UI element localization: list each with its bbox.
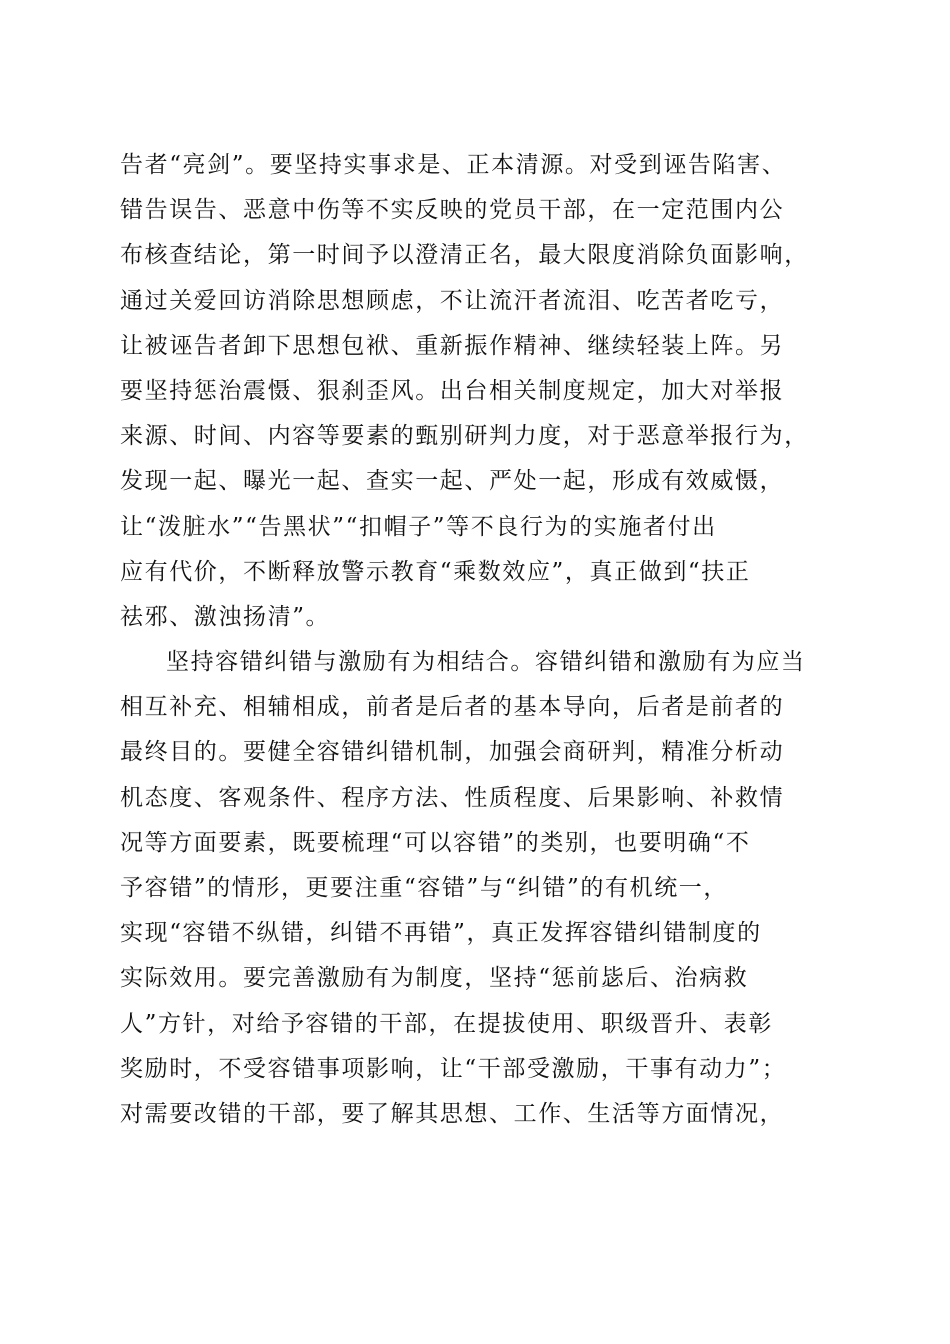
text-line: 错告误告、恶意中伤等不实反映的党员干部，在一定范围内公 <box>120 197 785 224</box>
text-line: 最终目的。要健全容错纠错机制，加强会商研判，精准分析动 <box>120 739 785 766</box>
body-text <box>120 143 840 1137</box>
text-line: 予容错”的情形，更要注重“容错”与“纠错”的有机统一， <box>120 875 728 901</box>
text-line: 人”方针，对给予容错的干部，在提拔使用、职级晋升、表彰 <box>120 1010 773 1037</box>
text-line: 发现一起、曝光一起、查实一起、严处一起，形成有效威慑， <box>120 468 785 495</box>
text-line: 奖励时，不受容错事项影响，让“干部受激励，干事有动力”； <box>120 1055 787 1082</box>
text-line: 况等方面要素，既要梳理“可以容错”的类别，也要明确“不 <box>120 829 751 856</box>
text-line: 来源、时间、内容等要素的甄别研判力度，对于恶意举报行为， <box>120 423 809 450</box>
text-line: 告者“亮剑”。要坚持实事求是、正本清源。对受到诬告陷害、 <box>120 152 787 178</box>
text-line: 通过关爱回访消除思想顾虑，不让流汗者流泪、吃苦者吃亏， <box>120 287 785 314</box>
paragraph-first-line: 坚持容错纠错与激励有为相结合。容错纠错和激励有为应当 <box>166 649 806 676</box>
text-line: 实际效用。要完善激励有为制度，坚持“惩前毖后、治病救 <box>120 965 749 992</box>
text-line: 应有代价，不断释放警示教育“乘数效应”，真正做到“扶正 <box>120 558 751 585</box>
text-line: 布核查结论，第一时间予以澄清正名，最大限度消除负面影响， <box>120 242 809 269</box>
text-line: 相互补充、相辅相成，前者是后者的基本导向，后者是前者的 <box>120 694 785 721</box>
text-line: 要坚持惩治震慑、狠刹歪风。出台相关制度规定，加大对举报 <box>120 377 785 404</box>
text-line: 机态度、客观条件、程序方法、性质程度、后果影响、补救情 <box>120 784 785 811</box>
text-line: 祛邪、激浊扬清”。 <box>120 603 331 630</box>
text-line: 对需要改错的干部，要了解其思想、工作、生活等方面情况， <box>120 1100 785 1127</box>
text-line: 让被诬告者卸下思想包袱、重新振作精神、继续轻装上阵。另 <box>120 332 785 359</box>
text-line: 让“泼脏水”“告黑状”“扣帽子”等不良行为的实施者付出 <box>120 513 717 540</box>
text-line: 实现“容错不纵错，纠错不再错”，真正发挥容错纠错制度的 <box>120 920 762 947</box>
